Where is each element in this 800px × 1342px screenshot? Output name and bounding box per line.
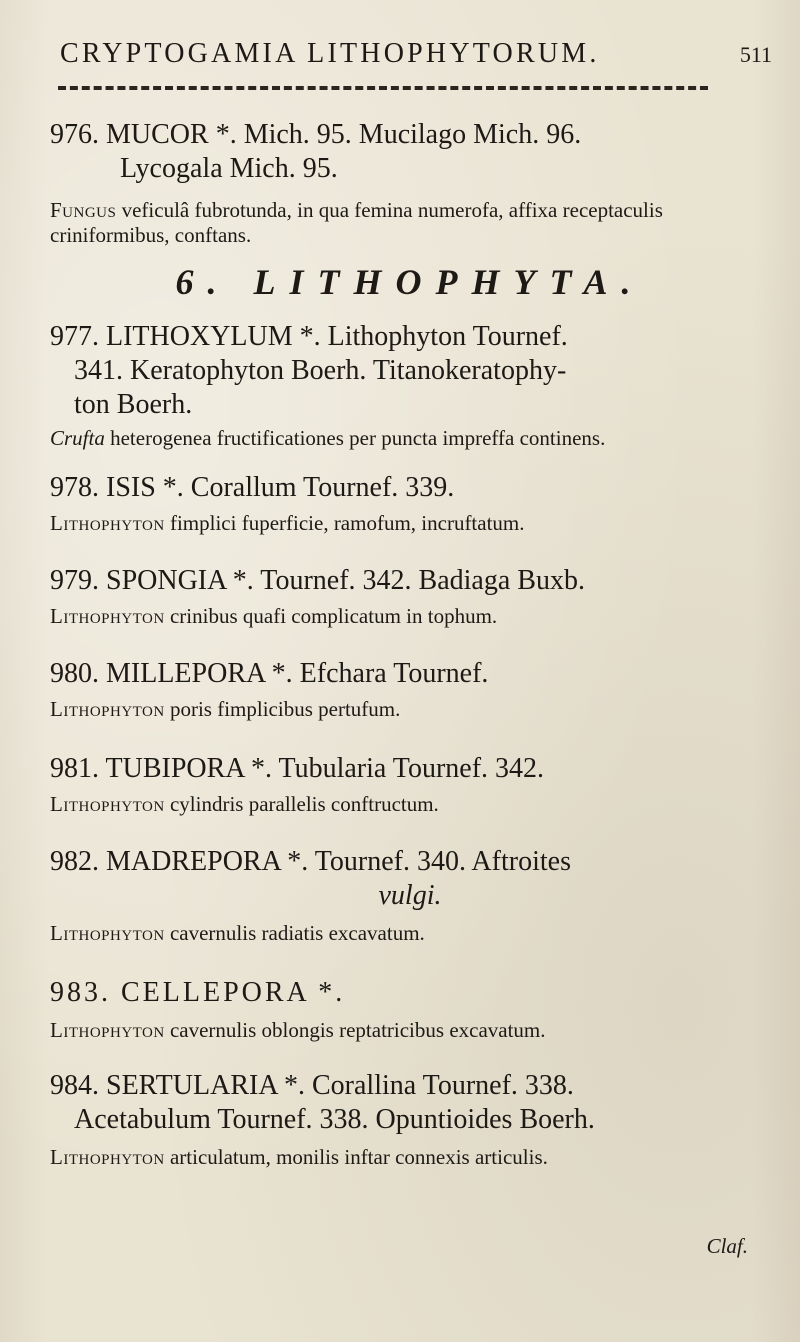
heading-line: 977. LITHOXYLUM *. Lithophyton Tournef. bbox=[50, 321, 568, 352]
entry-heading bbox=[50, 657, 770, 691]
entry-description bbox=[50, 697, 770, 722]
entry-heading bbox=[50, 118, 770, 186]
heading-line: ton Boerh. bbox=[74, 389, 193, 420]
entry-description bbox=[50, 604, 770, 629]
entry-heading bbox=[50, 471, 770, 505]
description-text: poris fimplicibus pertufum. bbox=[169, 697, 401, 721]
description-text: cavernulis oblongis reptatricibus excavatum. bbox=[169, 1018, 546, 1042]
description-text: heterogenea fructificationes per puncta impreffa continens. bbox=[110, 426, 606, 450]
description-lead: Lithophyton bbox=[50, 697, 165, 721]
entry-980 bbox=[50, 657, 770, 722]
entry-heading bbox=[50, 564, 770, 598]
description-text: fimplici fuperficie, ramofum, incruftatum. bbox=[169, 511, 525, 535]
heading-line: 341. Keratophyton Boerh. Titanokeratophy- bbox=[74, 355, 567, 386]
description-text: veficulâ fubrotunda, in qua femina numerofa, affixa receptaculis criniformibus, conftans. bbox=[50, 198, 663, 247]
entry-description bbox=[50, 921, 770, 946]
heading-line: Lycogala Mich. 95. bbox=[120, 153, 338, 184]
description-lead: Crufta bbox=[50, 426, 105, 450]
entry-description bbox=[50, 1018, 770, 1043]
heading-line: 983. CELLEPORA *. bbox=[50, 977, 346, 1008]
heading-line: Acetabulum Tournef. 338. Opuntioides Boerh. bbox=[74, 1104, 595, 1135]
running-title: CRYPTOGAMIA LITHOPHYTORUM. bbox=[60, 38, 600, 69]
heading-line: 978. ISIS *. Corallum Tournef. 339. bbox=[50, 472, 455, 503]
heading-line: 976. MUCOR *. Mich. 95. Mucilago Mich. 96. bbox=[50, 119, 582, 150]
description-lead: Lithophyton bbox=[50, 1018, 165, 1042]
running-head bbox=[60, 38, 780, 74]
header-rule bbox=[58, 86, 708, 90]
description-lead: Lithophyton bbox=[50, 604, 165, 628]
entry-heading bbox=[50, 976, 770, 1010]
heading-line: 981. TUBIPORA *. Tubularia Tournef. 342. bbox=[50, 753, 545, 784]
description-text: cavernulis radiatis excavatum. bbox=[169, 921, 425, 945]
entry-982 bbox=[50, 845, 770, 946]
heading-line: 979. SPONGIA *. Tournef. 342. Badiaga Buxb. bbox=[50, 565, 585, 596]
entry-978 bbox=[50, 471, 770, 536]
entry-heading bbox=[50, 752, 770, 786]
entry-heading bbox=[50, 1069, 770, 1137]
description-lead: Lithophyton bbox=[50, 1145, 165, 1169]
entry-977 bbox=[50, 320, 770, 451]
entry-description bbox=[50, 198, 770, 248]
description-text: articulatum, monilis inftar connexis articulis. bbox=[169, 1145, 548, 1169]
heading-line: vulgi. bbox=[378, 880, 442, 911]
description-text: crinibus quafi complicatum in tophum. bbox=[169, 604, 498, 628]
page-body bbox=[50, 100, 770, 1170]
description-text: cylindris parallelis conftructum. bbox=[169, 792, 439, 816]
entry-heading bbox=[50, 845, 770, 913]
entry-984 bbox=[50, 1069, 770, 1170]
catchword: Claf. bbox=[706, 1234, 748, 1258]
heading-line: 984. SERTULARIA *. Corallina Tournef. 338. bbox=[50, 1070, 574, 1101]
entry-description bbox=[50, 792, 770, 817]
description-lead: Lithophyton bbox=[50, 921, 165, 945]
entry-description bbox=[50, 1145, 770, 1170]
entry-979 bbox=[50, 564, 770, 629]
entry-976 bbox=[50, 118, 770, 248]
entry-description bbox=[50, 511, 770, 536]
heading-line: 980. MILLEPORA *. Efchara Tournef. bbox=[50, 658, 489, 689]
entry-heading bbox=[50, 320, 770, 422]
entry-description bbox=[50, 426, 770, 451]
description-lead: Lithophyton bbox=[50, 792, 165, 816]
page-number: 511 bbox=[739, 42, 772, 67]
entry-981 bbox=[50, 752, 770, 817]
heading-line: 982. MADREPORA *. Tournef. 340. Aftroites bbox=[50, 846, 571, 877]
section-title: 6. LITHOPHYTA. bbox=[175, 262, 645, 302]
description-lead: Lithophyton bbox=[50, 511, 165, 535]
entry-983 bbox=[50, 976, 770, 1043]
description-lead: Fungus bbox=[50, 198, 117, 222]
